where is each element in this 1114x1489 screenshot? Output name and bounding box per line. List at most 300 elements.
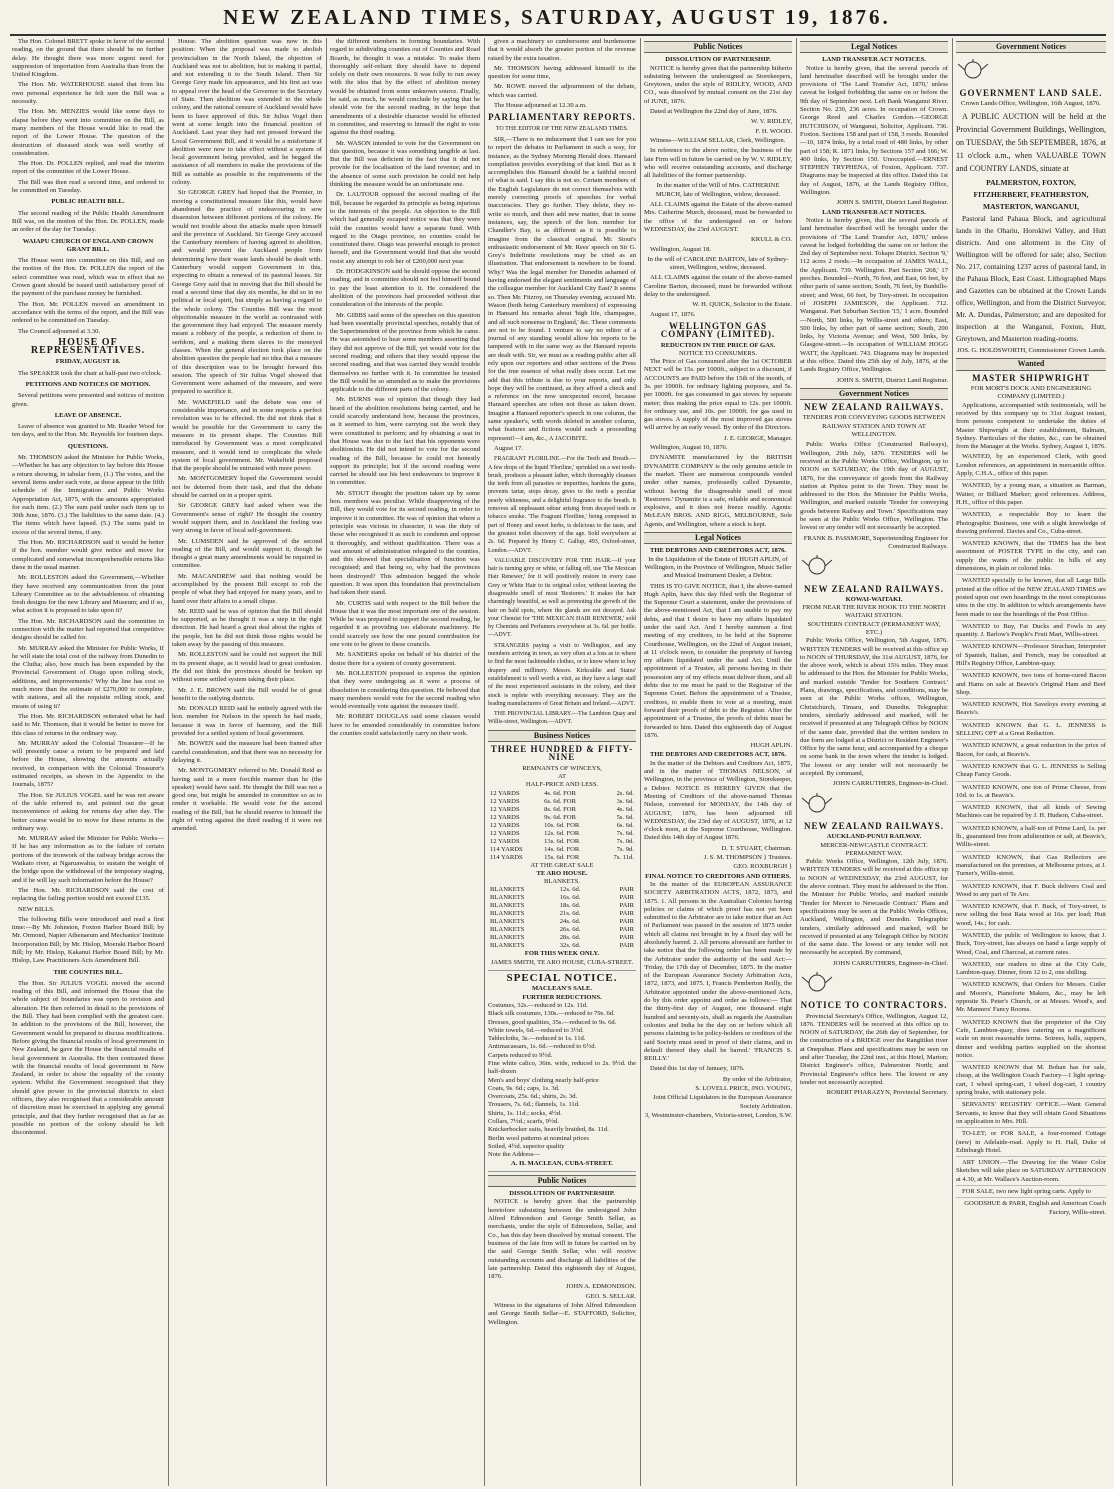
notice-text: Witness—WILLIAM SELLAR, Clerk, Wellington. [650, 136, 786, 144]
price-cell: PAIR [619, 894, 634, 902]
price-row [488, 790, 636, 798]
advert-line: AT [557, 772, 567, 780]
article-paragraph: Mr. LUMSDEN said he approved of the second reading of the Bill, and would support it, though he thought a great many amendments would be required in committee. [172, 537, 322, 570]
wanted-ads-list [956, 453, 1106, 1198]
notice-title: NEW ZEALAND RAILWAYS. [804, 820, 944, 831]
article-paragraph: Dr. HODGKINSON said he should oppose the second reading, and in committee should not feel himself bound to pay the least attention to it. He considered the abolition of the provinces had proceeded without due consideration of the interests of the people. [330, 268, 480, 309]
special-item: White towels, 6d.—reduced to 3½d. [488, 1026, 584, 1034]
notice-signer: W. H. QUICK, Solicitor to the Estate. [692, 301, 792, 309]
advert-paragraph: VALUABLE DISCOVERY FOR THE HAIR.—If your hair is turning grey or white, or falling off, use 'The Mexican Hair Renewer,' for it will positively restore in every case Grey or White Hair to its original color, without leaving the disagreeable smell of most 'Restorers.' It makes the hair charmingly beautiful, as well as promoting the growth of the hair on bald spots, where the glands are not decayed. Ask your Chemist for 'THE MEXICAN HAIR RENEWER,' sold by Chemists and Perfumers everywhere at 3s. 6d. per bottle.—ADVT. [488, 557, 636, 639]
place-name: FITZHERBERT, FEATHERSTON, [973, 190, 1089, 200]
advert-line: TE ARO HOUSE. [536, 869, 588, 877]
notice-text: ALL CLAIMS against the Estate of the above-named Mrs. Catherine Murch, deceased, must be forwarded to the office of the undersigned on or before WEDNESDAY, the 23rd AUGUST. [644, 201, 792, 233]
notice-subtitle: NOTICE TO CONSUMERS. [679, 349, 757, 357]
price-cell: 12 YARDS [490, 805, 520, 813]
subheading: LEAVE OF ABSENCE. [54, 411, 122, 419]
article-paragraph: The second reading of the Public Health Amendment Bill was, on the motion of the Hon. Dr. POLLEN, made an order of the day for Tuesday. [12, 209, 164, 234]
article-paragraph: The Council adjourned at 3.30. [18, 327, 101, 335]
article-paragraph: Mr. STOUT thought the position taken up by some hon. members was peculiar. While disapproving of the Bill, they would vote for its second reading, in order to improve it in committee. He was of opinion that where a principle was vicious in character, it was the duty of those who recognised it as such to condemn and oppose it thoroughly, and without qualification. There was a vast amount of administration relegated to the counties, and this showed that specialisation of function was recognised; and that being so, why had the provinces been destroyed? This admission begged the whole question. It was upon this foundation that provincialism had taken their stand. [330, 489, 480, 597]
special-item: Carpets reduced to 9½d. [488, 1051, 553, 1059]
special-item: Fine white calico, 36in. wide, reduced to 2s. 9½d. the half-dozen [488, 1059, 636, 1076]
price-cell: 6s. 6d. FOR [544, 797, 576, 805]
article-paragraph: The Hon. Sir JULIUS VOGEL said he was not aware of the table referred to, and pointed out the great inconvenience of asking for returns day after day. The better course would be to move for these returns in the ordinary way. [12, 791, 164, 832]
notice-subtitle: PERMANENT WAY. [845, 849, 903, 857]
price-cell: 13s. 6d. FOR [544, 837, 580, 845]
notice-text: In the matter of the Debtors and Creditors Act, 1875, and in the matter of THOMAS NELSON, of Wellington, in the province of Wellington, Storekeeper, a Debtor. NOTICE IS HEREBY GIVEN that the Meeting of Creditors of the above-named Thomas Nelson, convened for MONDAY, the 14th day of AUGUST, 1876, has been adjourned till WEDNESDAY, the 23rd day of AUGUST, 1876, at 12 o'clock noon, at the Supreme Courthouse, Wellington. Dated this 14th day of August 1876. [644, 759, 792, 842]
wanted-ad: SERVANTS' REGISTRY OFFICE.—Want General Servants, to know that they will obtain Good Situations on application to Mrs. Hill. [956, 1101, 1106, 1128]
section-banner: Public Notices [644, 41, 792, 53]
date-line: FRIDAY, AUGUST 18. [55, 358, 121, 366]
blanket-row [488, 894, 636, 902]
subheading: TO THE EDITOR OF THE NEW ZEALAND TIMES. [495, 125, 629, 132]
article-paragraph: The House went into committee on this Bill, and on the motion of the Hon. Dr. POLLEN the report of the select committee was read, which was in effect that no Crown grant should be issued until satisfactory proof of the payment of the purchase money be furnished. [12, 257, 164, 298]
price-cell: 6s. 6d. [616, 821, 634, 829]
section-banner: Legal Notices [800, 41, 948, 53]
notice-text: Public Works Office, Wellington, 5th August, 1876. WRITTEN TENDERS will be received at this office up to NOON of THURSDAY, the 31st AUGUST, 1876, for the above work, which is about 15¼ miles. They must be addressed to the Hon. the Minister for Public Works, and marked outside 'Tender for Southern Contract.' Plans, drawings, specifications, and conditions, may be seen at the Public Works offices, Wellington, Christchurch, Timaru, and Dunedin. Telegraphic tenders, similarly addressed and marked, will be received if presented at any Telegraph Office by NOON of the same date, provided that the written tenders in due form are lodged at a District or Resident Engineer's Office by the same hour, and accompanied by a cheque on some bank in the town where the tender is lodged. The lowest or any tender will not necessarily be accepted. By command, [800, 637, 948, 778]
price-cell: 28s. 6d. [559, 934, 581, 942]
notice-text: August 17, 1876. [650, 310, 696, 318]
notice-subtitle: In the Liquidation of the Estate of HUGH APLIN, of Wellington, in the Province of Wellington, Music Seller and Musical Instrument Dealer, a Debtor. [644, 555, 792, 580]
article-paragraph: Mr. MONTGOMERY referred to Mr. Donald Reid as having said in a more forcible manner than he (the speaker) would have said. He thought the Bill was not a good one, but might be amended in committee so as to render it workable. He would vote for the second reading of the Bill, but he should reserve to himself the right of voting against the third reading if it were not amended. [172, 767, 322, 833]
wanted-ad: WANTED KNOWN, one ton of Prime Cheese, from 10d. to 1s. at Beavis's. [956, 784, 1106, 803]
notice-text: Notice is hereby given, that the several parcels of land hereinafter described will be brought under the provisions of 'The Land Transfer Act, 1870,' unless caveat be lodged forbidding the same on or before the 2nd day of September next. Tokapo District. Section '9,' 112 acres 2 roods.—In occupation of JAMES WALL, the Applicant. 739. Wellington. Part Section '268,' 17 perches. Bounded—North, 76 feet, and East, 66 feet, by other parts of same section; South, 76 feet, by Bunhills-street; and West, 66 feet, by Tory-street. In occupation of JOSEPH JAMIESON, the Applicant. 712. Wanganui. Part Suburban Section '15,' 1 acre. Bounded—North, 500 links, by Willis-street and others; East, 500 links, by other part of same section; South, 200 links, by Victoria Avenue; and West, 500 links, by Glasgow-street.—In occupation of WILLIAM HOGG WATT, the Applicant. 743. Diagrams may be inspected at this office. Dated this 25th day of July, 1876, at the Lands Registry Office, Wellington. [800, 216, 948, 374]
notice-signer: GOODSHUE & PARR, English and American Coach Factory, Willis-street. [964, 1200, 1106, 1216]
special-item: Tablecloths, 3s.—reduced to 1s. 11d. [488, 1035, 586, 1043]
section-banner: Government Notices [956, 41, 1106, 53]
notice-text: NOTICE is hereby given that the partnership hitherto subsisting between the undersigned as Storekeepers, Greytown, under the style of RIDLEY, WOOD, AND CO., was dissolved by mutual consent on the 21st day of JUNE, 1876. [644, 64, 792, 105]
price-cell: PAIR [619, 942, 634, 950]
notice-subtitle: TENDERS FOR CONVEYING GOODS BETWEEN RAILWAY STATION AND TOWN AT WELLINGTON. [802, 414, 946, 439]
royal-crest-icon [800, 971, 834, 993]
notice-text: Public Works Office (Constructed Railways), Wellington, 29th July, 1876. TENDERS will be received at the Public Works Office, Wellington, up to NOON on SATURDAY, the 19th day of AUGUST, 1876, for the conveyance of goods from the Railway station at Pipitea point to the Town. They must be addressed to the Hon. the Minister for Public Works, Wellington, and marked outside 'Tender for conveying goods between Railway and Town.' Specifications may be seen at the Public Works Office, Wellington. The lowest or any tender will not necessarily be accepted. [800, 441, 948, 532]
price-cell: 12 YARDS [490, 829, 520, 837]
newspaper-title: NEW ZEALAND TIMES, SATURDAY, AUGUST 19, 1876. [223, 5, 891, 29]
price-row [488, 806, 636, 814]
notice-signer: ROBERT PHARAZYN, Provincial Secretary. [826, 1089, 948, 1097]
notice-subtitle: KOWAI-WAITAKI. [845, 595, 903, 603]
article-paragraph: The Bill was then read a second time, and ordered to be committed on Tuesday. [12, 178, 164, 195]
article-paragraph: Dr. LAUTOUR opposed the second reading of the Bill, because he regarded its principle as being injurious to the interests of the people. An objection to the Bill which had generally escaped notice was that they were told the counties would have a separate fund. With regard to the Otago province, no counties could be constituted there. Otago was powerful enough to protect herself, and the Government would find that she would resist any attempt to rob her of £200,000 next year. [330, 191, 480, 265]
advert-title: SPECIAL NOTICE. [506, 972, 618, 985]
article-paragraph: Mr. DONALD REID said he entirely agreed with the hon. member for Nelson in the speech he had made, because it was in favor of harmony, and the Bill provided for a settled system of local government. [172, 705, 322, 738]
article-paragraph: Mr. WASON intended to vote for the Government on this question, because it was something tangible at last. But the Bill was deficient in the fact that it did not provide for the localisation of the land revenue; and in the absence of some such provision he could not help thinking the measure would be an unfortunate one. [330, 139, 480, 189]
price-cell: 12s. 6d. [559, 886, 581, 894]
notice-signer: JOHN CARRUTHERS, Engineer-in-Chief. [833, 959, 948, 967]
blanket-row [488, 942, 636, 950]
notice-title: DISSOLUTION OF PARTNERSHIP. [665, 56, 771, 64]
column-divider [952, 38, 953, 1486]
article-paragraph: The Hon. Colonel BRETT spoke in favor of the second reading, on the ground that there should be no further delay. He thought there was more urgent need for suppression of importation from Australia than from the United Kingdom. [12, 38, 164, 79]
column-divider [640, 38, 641, 1486]
price-cell: 12s. 6d. FOR [544, 829, 580, 837]
special-item: Soiled, 4½d. superior quality [488, 1142, 565, 1150]
advert-signer: JAMES SMITH, TE ARO HOUSE, CUBA-STREET. [490, 958, 634, 966]
price-table [488, 790, 636, 862]
wanted-ad: WANTED KNOWN that G. L. JENNESS is Selling Cheap Fancy Goods. [956, 763, 1106, 782]
article-paragraph: Mr. MURRAY asked the Minister for Public Works—If he has any information as to the failure of certain portions of the ironwork of the railway bridge across the Waikato river, at Ngaruawahia, to sustain the weight of the bridge upon the withdrawal of the temporary staging, and if he will lay such information before the House? [12, 835, 164, 884]
special-item: Dresses, good qualities, 35s.—reduced to 9s. 6d. [488, 1018, 617, 1026]
advert-paragraph: FRAGRANT FLORILINE.—For the Teeth and Breath.—A few drops of the liquid 'Floriline,' sprinkled on a wet tooth-brush, produces a pleasant lather, which thoroughly cleanses the teeth from all parasites or impurities, hardens the gums, prevents tartar, stops decay, gives to the teeth a peculiar pearly whiteness, and a delightful fragrance to the breath. It removes all unpleasant odour arising from decayed teeth or tobacco smoke. 'The Fragrant Floriline,' being composed in part of Honey and sweet herbs, is delicious to the taste, and the greatest toilet discovery of the age. Sold everywhere at 2s. 6d. Prepared by Henry C. Gallup, 493, Oxford-street, London.—ADVT. [488, 456, 636, 554]
notice-signer: JOHN A. EDMONDSON. [566, 1283, 636, 1291]
place-name: PALMERSTON, FOXTON, [986, 178, 1076, 188]
notice-text: The Price of Gas consumed after the 1st OCTOBER NEXT will be 15s. per 1000ft., subject to a discount, if ACCOUNTS are PAID before the 15th of the month, of 3s. per 1000ft. for ordinary lighting purposes, and 5s. per 1000ft. for gas consumed in gas stoves by separate meter; thus making the price equal to 12s. per 1000ft. for ordinary use, and 10s. per 1000ft. for gas used in gas stoves. A supply of the most improved gas stoves will arrive by an early vessel. By order of the Directors. [644, 358, 792, 432]
special-item: Collars, 7½d.; scarfs, 9½d. [488, 1118, 559, 1126]
wanted-ad: ART UNION.—The Drawing for the Water Color Sketches will take place on SATURDAY AFTERNOON at 4.30, at Mr. Wallace's Auction-room. [956, 1159, 1106, 1186]
article-paragraph: Mr. CURTIS said with respect to the Bill before the House that it was the most important one of the session. While he was prepared to support the second reading, he regarded it as providing too elaborate machinery. He could scarcely see how the one pound contribution for one vote to be given to these councils. [330, 599, 480, 649]
wanted-ad: FOR SALE, two new light spring carts. Apply to [956, 1188, 1106, 1198]
section-heading: PARLIAMENTARY REPORTS. [488, 112, 636, 123]
wanted-ad: WANTED KNOWN that the proprietor of the City Cafe, Lambton-quay, does catering on a magnificent scale on most reasonable terms. Soirees, balls, suppers, dinner and wedding parties supplied on the shortest notice. [956, 1019, 1106, 1062]
price-cell: 32s. 6d. [559, 942, 581, 950]
price-cell: 12 YARDS [490, 821, 520, 829]
subheading: THE COUNTIES BILL. [53, 968, 123, 976]
price-cell: 16s. 6d. [559, 894, 581, 902]
column-4 [488, 38, 636, 1486]
price-cell: BLANKETS [490, 910, 525, 918]
column-divider [168, 38, 169, 1486]
article-paragraph: The Hon. Mr. POLLEN moved an amendment in accordance with the terms of the report, and the Bill was ordered to be committed on Tuesday. [12, 300, 164, 325]
article-paragraph: Sir GEORGE GREY had asked where was the Government's sense of right? He thought the country would support them, and in Auckland the feeling was very strong in favor of local self-government. [172, 502, 322, 535]
special-item: Coats, 9s. 6d.; caps, 1s. 3d. [488, 1084, 560, 1092]
special-notice-advert [488, 974, 636, 1172]
section-banner: Wanted [956, 358, 1106, 370]
notice-text: Notice is hereby given, that the several parcels of land hereinafter described will be brought under the provisions of 'The Land Transfer Act, 1870,' unless caveat be lodged forbidding the same on or before the 9th day of September next. Left Bank Wanganui River. Section No. 230, 236 acres. In occupation of Crown. George Reed and Charles Gordon.—GEORGE HUTCHISON, of Wanganui, Solicitor, Applicant. 736. Foxton. Sections 158 and part of 158, 3 roods. Rounded—10, 1874 links, by a total road of 480 links, by other part of 158; R. 1871 links, by Sections 157 and 166; W. 400 links, by Section 150. Unoccupied.—ERNEST STEPHEN TRYPHENA, of Foxton, Applicant. 737. Diagrams may be inspected at this office. Dated this 1st day of August, 1876, at the Lands Registry Office, Wellington. [800, 64, 948, 197]
notice-subtitle: Crown Lands Office, Wellington, 16th August, 1876. [961, 99, 1101, 107]
subheading: QUESTIONS. [67, 442, 109, 450]
article-paragraph: The Hon. Mr. WATERHOUSE stated that from his own personal experience he felt sure the Bill was a necessity. [12, 81, 164, 106]
section-heading: HOUSE OF REPRESENTATIVES. [30, 336, 146, 357]
price-cell: 2s. 6d. [616, 789, 634, 797]
notice-subtitle: SOUTHERN CONTRACT (PERMANENT WAY, ETC.) [807, 620, 941, 636]
column-3 [330, 38, 480, 1486]
article-paragraph: Leave of absence was granted to Mr. Reader Wood for ten days, and to the Hon. Mr. Reynolds for fourteen days. [12, 423, 164, 439]
notice-signer: GEO. S. SELLAR. [585, 1292, 636, 1300]
notice-text: Public Works Office, Wellington, 12th July, 1876. WRITTEN TENDERS will be received at this office up to NOON of WEDNESDAY, the 23rd AUGUST, for the above contract. They must be addressed to the Hon. the Minister for Public Works, and marked outside 'Tender for Mercer to Newcastle Contract.' Plans and specifications may be seen at the Public Works Offices, Auckland, Wellington, and Dunedin. Telegraphic tenders, similarly addressed and marked, will be received if presented at any Telegraph Office by NOON of the same date. The lowest or any tender will not necessarily be accepted. By command, [800, 858, 948, 957]
special-item: Berlin wool patterns at nominal prices [488, 1134, 589, 1142]
special-item: Trousers, 7s. 6d.; flannels, 1s. 11d. [488, 1101, 580, 1109]
article-paragraph: NEW BILLS. [18, 905, 55, 913]
wanted-ad: WANTED KNOWN, that all kinds of Sewing Machines can be repaired by J. H. Hudson, Cuba-street. [956, 804, 1106, 823]
price-cell: 114 YARDS [490, 845, 523, 853]
notice-subtitle: MERCER-NEWCASTLE CONTRACT. [820, 841, 928, 849]
masthead [0, 0, 1114, 34]
article-paragraph: The House adjourned at 12.30 a.m. [494, 102, 587, 110]
article-paragraph: Mr. MONTGOMERY hoped the Government would not be deterred from their task, and that the debate should be carried on in a proper spirit. [172, 475, 322, 500]
notice-signer: GEO. ROXBURGH } [733, 863, 792, 871]
advert-title: THREE HUNDRED & FIFTY-NINE [490, 744, 634, 763]
article-paragraph: Mr. MURRAY asked the Minister for Public Works, If he will state the total cost of the railway from Dunedin to the Clutha; also, how much has been expended by the Provincial Government of Otago upon rolling stock, additions, and improvements? Why the line has cost so much more than the estimate of £270,000 to complete, with stations, and all the requisite rolling stock, and means of using it? [12, 644, 164, 710]
price-cell: PAIR [619, 886, 634, 894]
article-paragraph: the different members in forming boundaries. With regard to subdividing counties out of Counties and Road Boards, he thought it was a mistake. To make them thoroughly self-reliant they should have to depend solely on their own resources. It was folly to run away with the idea that by the effect of abolition money would be obtained from some unknown source. Finally, he said, as much, he would conclude by saying that he should vote for the second reading, in the hope that amendments of a desirable character would be effected in committee, and reserving to himself the right to vote against the third reading. [330, 38, 480, 137]
notice-signer: JOHN S. SMITH, District Land Registrar. [836, 376, 948, 384]
price-cell: 10s. 6d. FOR [544, 821, 580, 829]
advert-paragraph: THE PROVINCIAL LIBRARY.—The Lambton Quay and Willis-street, Wellington.—ADVT. [488, 711, 636, 726]
price-cell: 5s. 6d. [616, 813, 634, 821]
blanket-row [488, 910, 636, 918]
price-cell: 4s. 6d. [616, 805, 634, 813]
price-cell: 24s. 6d. [559, 918, 581, 926]
advert-line: FURTHER REDUCTIONS. [522, 993, 602, 1001]
wanted-ad: WANTED KNOWN, that F. Buck delivers Coal and Wood to any part of Te Aro. [956, 883, 1106, 902]
notice-title: In the matter of the Will of Mrs. CATHERINE MURCH, late of Wellington, widow, deceased. [655, 182, 781, 198]
article-paragraph: Several petitions were presented and notices of motion given. [12, 392, 164, 408]
article-paragraph: Mr. MURRAY asked the Colonial Treasurer—If he will presently cause a return to be prepared and laid before the House, showing the amounts actually received, in comparison with the Colonial Treasurer's estimated receipts, as shown in the Appendix to the Journals, 1875? [12, 739, 164, 789]
wanted-ad: WANTED KNOWN, two tons of home-cured Bacon and Hams on sale at Beavis's Original Ham and Beef Shop. [956, 672, 1106, 699]
wanted-ad: WANTED KNOWN, that Orders for Messrs. Cutler and Moore's, Pianoforte Makers, &c., may be left opposite St. Peter's Church, or at Messrs. Wood's, and Mr. Manners' Fancy Rooms. [956, 981, 1106, 1016]
notice-text: Dated this 1st day of January, 1876. [650, 1065, 745, 1073]
subheading: WAIAPU CHURCH OF ENGLAND CROWN GRANT BILL. [22, 237, 154, 253]
price-row [488, 846, 636, 854]
advert-line: HALF-PRICE AND LESS. [525, 781, 599, 789]
notice-text: In the matter of the EUROPEAN ASSURANCE SOCIETY ARBITRATION ACTS, 1872, 1873, and 1875. 1. All persons in the Australian Colonies having policies or claims of which proof has not yet been submitted to the Arbitrator are to take notice that an Act of Parliament was passed in the session of 1875 under which all claims not brought in by a fixed day will be absolutely barred. 2. All persons aforesaid are further to take notice that the following order has been made by the Arbitrator under the authority of the said Act:— 'Friday, the 17th day of December, 1875. In the matter of the European Assurance Society Arbitration Acts, 1872, 1873, and 1875. I, Francis Pemberton Reilly, the Arbitrator appointed under the above-mentioned Acts, do by this order appoint and order as follows:— That the thirty-first day of August, one thousand eight hundred and seventy-six, shall as regards the Australian colonies and India be the day on or before which all persons claiming to be policy-holders or creditors of the said Society must send in proof of their claims, and in default thereof they shall be barred.' 'FRANCIS S. REILLY.' [644, 880, 792, 1063]
article-paragraph: The Hon. Dr. POLLEN replied, and read the interim report of the committee of the Lower House. [12, 160, 164, 176]
wanted-ad: WANTED KNOWN, a half-ton of Prime Lard, 1s. per lb., guaranteed free from adulteration or salt, at Beavis's, Willis-street. [956, 825, 1106, 852]
column-2 [172, 38, 322, 1486]
special-item: Shirts, 1s. 11d.; socks, 4½d. [488, 1109, 562, 1117]
subheading: PETITIONS AND NOTICES OF MOTION. [25, 380, 151, 388]
price-row [488, 798, 636, 806]
price-cell: 14s. 6d. FOR [544, 845, 580, 853]
blanket-row [488, 934, 636, 942]
price-cell: PAIR [619, 902, 634, 910]
price-row [488, 830, 636, 838]
column-1 [12, 38, 164, 1486]
article-paragraph: Mr. ROLLESTON proposed to express the opinion that they were undergoing as it were a process of dissolution in considering this question. He believed that many members would vote for the second reading who would eventually vote against the measure itself. [330, 669, 480, 711]
article-paragraph: The Hon. Mr. RICHARDSON reiterated what he had said to Mr. Thomson, that it would be better to move for this class of returns in the ordinary way. [12, 712, 164, 737]
notice-signer: Joint Official Liquidators in the European Assurance Society Arbitration. [652, 1094, 792, 1110]
article-paragraph: Mr. BOWEN said the measure had been framed after careful consideration, and that there was no necessity for delaying it. [172, 740, 322, 764]
article-paragraph: The Hon. Mr. MENZIES would like some days to elapse before they went into committee on the Bill, as many members of the House would like to read the report of the Lower House. The question of the destruction of diseased stock was well worthy of consideration. [12, 108, 164, 157]
price-cell: 8s. 6d. FOR [544, 805, 576, 813]
notice-signer: FRANK B. PASSMORE, Superintending Engineer for Constructed Railways. [803, 534, 948, 550]
notice-text: Dated at Wellington the 22nd day of June, 1876. [650, 108, 778, 116]
column-divider [326, 38, 327, 1486]
advert-line: FOR THIS WEEK ONLY. [524, 950, 600, 958]
wanted-ad: WANTED KNOWN that M. Bohan has for sale, cheap, at the Wellington Coach Factory—1 light spring-cart, 1 wheel spring-cart, 1 wheel dog-cart, 1 country spring brake, with stationary pole. [956, 1064, 1106, 1099]
notice-title: WELLINGTON GAS COMPANY (LIMITED). [660, 320, 776, 340]
price-cell: 114 YARDS [490, 853, 523, 861]
royal-crest-icon [800, 792, 834, 814]
notice-text: Pastoral land Pahaua Block, and agricultural lands in the Ohariu, Horokiwi Valley, and Hutt districts. And one allotment in the City of Wellington will be offered for sale; also, Section No. 217, containing 1237 acres of pastoral land, in the Pahaua Block, East Coast. Lithographed Maps and Gazettes can be obtained at the Crown Lands office, Wellington, and from the District Surveyor, Mr. A. Dundas, Palmerston; and are deposited for inspection at the Wanganui, Foxton, Hutt, Greytown, and Masterton reading-rooms. [956, 214, 1106, 344]
wanted-ad: WANTED KNOWN, Hot Saveloys every evening at Beavis's. [956, 701, 1106, 720]
article-paragraph: Mr. ROLLESTON asked the Government,—Whether they have received any communication from the joint Library Committee as to the advisableness of obtaining fresh designs for the new Library and Museum; and if so, what action it is proposed to take upon it? [12, 574, 164, 615]
price-row [488, 838, 636, 846]
special-item: Knickerbocker suits, heavily braided, 8s. 11d. [488, 1126, 609, 1134]
advert-line: MACLEAN'S SALE. [531, 985, 593, 993]
advert-paragraph: STRANGERS paying a visit to Wellington, and any members arriving in town, as very often at a loss as to where to find the most fashionable clothes, or to know where to buy drapery and millinery. Messrs. Kirkcaldie and Stains' establishment is well worth a visit, as they have a large staff of the most experienced assistants in the colony, and their stock is replete with everything necessary. They are the leading manufacturers of Great Britain and Ireland.—ADVT. [488, 642, 636, 707]
price-cell: 15s. 6d. FOR [544, 853, 580, 861]
column-7 [956, 38, 1106, 1486]
price-cell: BLANKETS [490, 926, 525, 934]
price-row [488, 822, 636, 830]
notice-text: NOTICE is hereby given that the partnership heretofore subsisting between the undersigned John Alfred Edmondson and George Smith Sellar, as merchants, under the style of Edmondson, Sellar, and Co., has this day been dissolved by mutual consent. The business of the late firm will in future be carried on by the said George Smith Sellar, who will receive outstanding accounts and discharge all liabilities of the late partnership. Dated this eighteenth day of August, 1876. [488, 1198, 636, 1281]
wanted-ad: WANTED to Buy, Fat Ducks and Fowls in any quantity. J. Barlow's People's Fruit Mart, Willis-street. [956, 623, 1106, 642]
notice-title: GOVERNMENT LAND SALE. [959, 87, 1103, 98]
blanket-row [488, 918, 636, 926]
article-paragraph: Mr. ROBERT DOUGLAS said some clauses would have to be amended considerably in committee before the counties could satisfactorily carry on their work. [330, 713, 480, 738]
section-banner: Public Notices [488, 1175, 636, 1187]
special-item: Antimacassars, 1s. 6d.—reduced to 6½d. [488, 1043, 597, 1051]
article-paragraph: Mr. SANDERS spoke on behalf of his district of the desire there for a system of county government. [330, 651, 480, 667]
section-banner: Business Notices [488, 730, 636, 742]
price-cell: BLANKETS [490, 886, 525, 894]
price-cell: BLANKETS [490, 934, 525, 942]
price-row [488, 854, 636, 862]
remnants-advert [488, 745, 636, 971]
notice-text: In reference to the above notice, the business of the late Firm will in future be carried on by W. V. RIDLEY, who will receive outstanding accounts, and discharge all liabilities of the former partnership. [644, 147, 792, 180]
wanted-ad: WANTED, a respectable Boy to learn the Photographic Business, one with a slight knowledge of drawing preferred. Davies and Co., Cuba-street. [956, 511, 1106, 538]
notice-text: Provincial Secretary's Office, Wellington, August 12, 1876. TENDERS will be received at this office up to NOON of SATURDAY, the 26th day of September, for the construction of a BRIDGE over the Rangitikei river at Onepuhue. Plans and specifications may be seen on and after Tuesday, the 22nd inst., at this Hotel, Marton; District Engineer's office, Palmerston North; and Provincial Engineer's office here. The lowest or any tender not necessarily accepted. [800, 1012, 948, 1086]
notice-signer: F. H. WOOD. [755, 127, 792, 135]
notice-subtitle: FROM NEAR THE RIVER HOOK TO THE NORTH WAITAKI STATION. [802, 604, 946, 620]
special-item: Costumes, 32s.—reduced to 12s. 11d. [488, 1001, 588, 1009]
notice-title: In the will of CAROLINE BARTON, late of Sydney-street, Wellington, widow, deceased. [647, 255, 789, 272]
article-paragraph: The Hon. Mr. RICHARDSON said the committee in connection with the matter had reported that competitive designs should be called for. [12, 617, 164, 642]
notice-title: THE DEBTORS AND CREDITORS ACT, 1876. [649, 547, 787, 555]
price-cell: 12 YARDS [490, 789, 520, 797]
notice-subtitle: FOR MORT'S DOCK AND ENGINEERING COMPANY (LIMITED.) [970, 385, 1092, 401]
notice-text: THIS IS TO GIVE NOTICE, that I, the above-named Hugh Aplin, have this day filed with the Registrar of the Supreme Court a statement, under the provisions of the above-mentioned Act, that I am unable to pay my debts, and that I desire to have my affairs liquidated under the said Act. And I hereby summon a first meeting of my creditors, to be held at the Supreme Courthouse, Wellington, on the 22nd of August instant, at 11 o'clock noon, to consider the propriety of having my affairs liquidated under the said Act. Until the appointment of a Trustee, all persons having in their possession any of my effects must deliver them, and all debts due to me must be paid to the Registrar of the Supreme Court. Before the appointment of a Trustee, creditors, to enable them to vote at a meeting, must forward their proofs of debt to the Registrar. After the appointment of a Trustee, the proofs of debts must be forwarded to him. Dated this eighteenth day of August 1876. [644, 582, 792, 739]
article-paragraph: Mr. J. E. BROWN said the Bill would be of great benefit to the outlying districts. [172, 686, 322, 702]
article-paragraph: given a machinery so cumbersome and burdensome that it would absorb the greater portion of the revenue raised by the extra taxation. [488, 38, 636, 62]
notice-title: THE DEBTORS AND CREDITORS ACT, 1876. [649, 751, 787, 759]
notice-title: DISSOLUTION OF PARTNERSHIP. [509, 1190, 615, 1198]
blanket-table [488, 886, 636, 950]
notice-title: NOTICE TO CONTRACTORS. [800, 1000, 948, 1011]
price-cell: 12 YARDS [490, 797, 520, 805]
column-5 [644, 38, 792, 1486]
column-6 [800, 38, 948, 1486]
article-paragraph: Mr. THOMSON asked the Minister for Public Works,—Whether he has any objection to lay before this House a return showing, in tabular form, (1.) The votes, and the several items under each vote, as these appear in the fifth schedule of the Immigration and Public Works Appropriation Act, 1875, with the amounts appropriated for each item. (2.) The sum paid under each item up to 30th June, 1876. (3.) The liabilities to the same date. (4.) The items which have lapsed. (5.) The sums paid in excess of the several items, if any. [12, 454, 164, 536]
column-divider [796, 38, 797, 1486]
notice-title: NEW ZEALAND RAILWAYS. [804, 402, 944, 413]
price-cell: 7s. 11d. [613, 853, 634, 861]
notice-signer: J. E. GEORGE, Manager. [724, 434, 792, 442]
special-item: Overcoats, 25s. 6d.; shirts, 2s. 3d. [488, 1093, 578, 1101]
special-item: Men's and boys' clothing nearly half-price [488, 1076, 599, 1084]
price-row [488, 814, 636, 822]
column-divider [484, 38, 485, 1486]
special-item: Black silk costumes, 130s.—reduced to 79s. 6d. [488, 1010, 615, 1018]
advert-line: REMNANTS OF WINCEYS, [522, 764, 602, 772]
price-cell: BLANKETS [490, 902, 525, 910]
notice-title: LAND TRANSFER ACT NOTICES. [822, 208, 926, 216]
article-paragraph: The following Bills were introduced and read a first time:—By Mr. Johnston, Foxton Harbor Board Bill; by Mr. Ormond, Napier Athenaeum and Mechanics' Institute Incorporation Bill; by Mr. Hislop, Moeraki Harbor Board Bill; by Mr. Hislop, Kakanui Harbor Board Bill; by Mr. Hislop, Law Practitioners Acts Amendment Bill. [12, 915, 164, 965]
article-paragraph: Mr. THOMSON having addressed himself to the question for some time, [488, 64, 636, 81]
article-paragraph: Mr. REID said he was of opinion that the Bill should be supported, as he thought it was a step in the right direction. He had heard a great deal about the rights of the people, but he did not think those rights would be taken away by the passing of this measure. [172, 607, 322, 649]
price-cell: 12 YARDS [490, 813, 520, 821]
letter-paragraph: SIR,—There is no inducement that I can see for you to report the debates in Parliament in such a way, for instance, as the Sydney Morning Herald does. Hansard compilation provides everything of that kind. But as it accomplishes this Hansard should be a faithful record of what is said. I say this is not so. Certain members of the English Legislature do not correct themselves with merely correcting proofs of speeches for verbal inaccuracies. They go further. They delete, they re-write so much, and then add new matter, that in some instances, say, the speech of the hon. member for Chandler's Bay, is as different as it is possible to imagine from the classical original. Mr. Stout's enthusiastic endorsement of Mr. Rees' speech on Sir G. Grey's Indefinite resolutions may be cited as an illustration. That endorsement is nowhere to be found. Why? Was the legal member for Dunedin ashamed of having endorsed the elegant sentiments and language of the colleague member for Auckland City East? It seems so. Then Mr. Fitzroy, on Thursday evening, accused Mr. Wason (both being Canterbury members) of expressing in Hansard his remarks about 'high life, champagne, and all such nonsense in England,' &c. These comments are not to be found. I venture to say no editor of a journal of any standing would allow his reports to be tampered with in the same way as the Hansard reports are dealt with. Sir, we must as a reading public after all rely upon our reporters and other sections of the Press for the true essence of what really does occur. Let me add that this tribute is due to your reports, and only hope they will be continued, as they afford a check and a reference on the now unexpected record, because Hansard speeches are often not those as taken down. Imagine a Hansard reporter's speech in one column, the same speaker's, with words deleted in another column, what features and fictions would such a proceeding represent!—I am, &c., A JACOBITE. [488, 135, 636, 442]
notice-signer: By order of the Arbitrator, [722, 1075, 792, 1083]
price-cell: 26s. 6d. [559, 926, 581, 934]
wanted-ad: WANTED KNOWN, that Gas Reflectors are manufactured on the premises, at Melbourne prices, at J. Turner's, Willis-street. [956, 854, 1106, 881]
royal-crest-icon [956, 58, 990, 80]
article-paragraph: Mr. ROLLESTON said he could not support the Bill in its present shape, as it would lead to great confusion. He did not think the provinces should be broken up without some settled system taking their place. [172, 651, 322, 684]
section-banner: Government Notices [800, 388, 948, 400]
special-items-list [488, 1002, 636, 1160]
notice-text: ALL CLAIMS against the estate of the above-named Caroline Barton, deceased, must be forwarded without delay to the undersigned. [644, 274, 792, 299]
price-cell: 7s. 6d. [616, 829, 634, 837]
article-paragraph: Mr. GIBBS said some of the speeches on this question had been essentially provincial speeches, notably that of the Superintendent of the province from which he came. He was astonished to hear some members asserting that they did not approve of the Bill, yet would vote for the second reading; and others that they would oppose the second reading, and that was carried they would trouble themselves no further with it. In committee he trusted the Bill would be so amended as to make the provisions applicable to the different parts of the colony. [330, 311, 480, 394]
wanted-ad: WANTED, by an experienced Clerk, with good London references, an appointment in mercantile office. Apply, C.H.A., office of this paper. [956, 453, 1106, 480]
wanted-ad: WANTED KNOWN that G. L. JENNESS is SELLING OFF at a Great Reduction. [956, 722, 1106, 741]
notice-signer: W. V. RIDLEY, [751, 118, 792, 126]
article-paragraph: The Hon. Mr. RICHARDSON said the cost of replacing the failing portion would not exceed £135. [12, 886, 164, 903]
article-paragraph: House. The abolition question was now in this position: When the proposal was made to abolish provincialism in the North Island, the objection of Auckland was not to abolition, but to making it partial, and not extending it to the South Island. Then Sir George Grey made his appearance, and his first act was to appeal over the head of the Governor to the Secretary of State. Then abolition was extended to the whole colony, and the rational censure of Auckland would have been to have approved of this. Sir Julius Vogel then went at some length into the financial position of Auckland. Last year they had not pressed forward the Local Government Bill, and it would be a misfortune if abolition were now to take effect without a system of local government being provided, and he begged the assistance of all members to make the provisions of the Bill as suitable as possible to the requirements of the colony. [172, 38, 322, 187]
wanted-ad: WANTED KNOWN, that the TIMES has the best assortment of POSTER TYPE in the city, and can supply the wants of the public in bills of any dimensions, in plain or colored inks. [956, 540, 1106, 575]
price-cell: BLANKETS [490, 894, 525, 902]
article-paragraph: Mr. ROWE moved the adjournment of the debate, which was carried. [488, 83, 636, 99]
article-paragraph: Mr. BURNS was of opinion that though they had heard of the abolition resolutions being carried, and he could scarcely understand how, because the provinces, as it seemed to him, were carrying out the work they were constituted to perform; and by obtaining a seat in that House was due to the fact that his opponents were abolitionists. He did not intend to vote for the second reading of the Bill, because he could not honestly support its principle; but if the second reading were carried he should use his best endeavours to improve it in committee. [330, 396, 480, 487]
price-cell: PAIR [619, 910, 634, 918]
royal-crest-icon [800, 554, 834, 576]
price-cell: PAIR [619, 934, 634, 942]
notice-text: A PUBLIC AUCTION will be held at the Provincial Government Buildings, Wellington, on TUESDAY, the 5th SEPTEMBER, 1876, at 11 o'clock a.m., when VALUABLE TOWN and COUNTRY LANDS, situate at [956, 112, 1106, 174]
notice-signer: KRULL & CO. [751, 236, 792, 244]
notice-signer: S. LOVELL PRICE, JNO. YOUNG, [695, 1085, 792, 1093]
price-cell: 4s. 6d. FOR [544, 789, 576, 797]
special-item: Note the Address— [488, 1151, 541, 1159]
price-cell: 18s. 6d. [559, 902, 581, 910]
notice-signer: HUGH APLIN. [750, 742, 792, 750]
notice-title: NEW ZEALAND RAILWAYS. [804, 583, 944, 594]
price-cell: PAIR [619, 926, 634, 934]
article-paragraph: Mr. WAKEFIELD said the debate was one of considerable importance, and in some respects a perfect revolution was to be effected. He did not think that it would be possible for the Government to carry the measure in its present shape. The Counties Bill introduced by Government was a most complicated measure, and it would tend to complicate the whole system of local government. Mr. Wakefield proposed that the people should be entrusted with more power. [172, 398, 322, 473]
advert-line: BLANKETS. [543, 878, 581, 886]
advert-line: AT THE GREAT SALE [530, 861, 594, 869]
notice-title: FINAL NOTICE TO CREDITORS AND OTHERS. [645, 872, 791, 880]
blanket-row [488, 902, 636, 910]
article-paragraph: Mr. MACANDREW said that nothing would be accomplished by the present Bill except to rob the people of what they had enjoyed for many years, and to hand over their affairs to a small clique. [172, 572, 322, 605]
price-cell: 21s. 6d. [559, 910, 581, 918]
notice-title: MASTER SHIPWRIGHT [972, 372, 1090, 383]
notice-signer: 3, Westminster-chambers, Victoria-street, London, S.W. [644, 1111, 792, 1119]
notice-signer: JOHN CARRUTHERS, Engineer-in-Chief. [833, 780, 948, 788]
wanted-ad: WANTED specially to be known, that all Large Bills printed at the office of the NEW ZEALAND TIMES are posted upon our own hoardings in the most conspicuous sites in the city. In addition to which arrangements have been made to use the hoardings of the Post Office. [956, 577, 1106, 620]
advert-signer: A. H. MACLEAN, CUBA-STREET. [511, 1159, 613, 1167]
notice-signer: JOS. G. HOLDSWORTH, Commissioner Crown Lands. [957, 347, 1106, 355]
notice-text: Witness to the signatures of John Alfred Edmondson and George Smith Sellar—E. STAFFORD, Solicitor, Wellington. [488, 1302, 636, 1326]
price-cell: 9s. 6d. FOR [544, 813, 576, 821]
blanket-row [488, 886, 636, 894]
wanted-ad: WANTED KNOWN—Professor Strachan, Interpreter of Spanish, Italian, and French, may be consulted at Hill's Registry Office, Lambton-quay. [956, 643, 1106, 670]
notice-text: Applications, accompanied with testimonials, will be received by this company up to 31st August instant, from persons competent to undertake the duties of Master Shipwright at their establishment, Balmain, Sydney. Particulars of the duties, &c., can be obtained from the Manager at the Works. Sydney, August 1, 1876. [956, 401, 1106, 451]
price-cell: BLANKETS [490, 918, 525, 926]
place-name: MASTERTON, WANGANUI, [983, 202, 1079, 212]
notice-title: LAND TRANSFER ACT NOTICES. [822, 56, 926, 64]
wanted-ad: WANTED KNOWN, that F. Buck, of Tory-street, is now selling the best Rata wood at 16s. per load; Hutt wood, 14s.; for cash. [956, 903, 1106, 930]
notice-text: Wellington, August 10, 1876. [650, 444, 728, 452]
article-paragraph: Sir GEORGE GREY had hoped that the Premier, in moving a constitutional measure like this, would have abandoned the practice of endeavouring to sow dissension between different portions of the colony. He would not trouble about the attacks made upon himself and the province of Auckland. Sir George Grey accused the Canterbury members of having agreed to abolition, and would prevent the Auckland people from determining how their waste lands should be dealt with. Canterbury would support Government in this, expecting to obtain a renewal of its pastoral leases. Sir George Grey said that in moving that the Bill should be read a second time that day six months, he did so in no political or local spirit, but simply as having a regard to the whole colony. The Counties Bill was the most objectionable measure in the world as contrasted with the government they had enjoyed. The measure merely meant a robbery of the people, a reduction of them to serfdom, and a making them slaves to the moneyed classes. When the general election took place on the abolition question the people had no idea that a measure of this description was to be brought forward this session. The speech of Sir Julius Vogel showed that Government were ashamed of the measure, and were prepared to sacrifice it. [172, 189, 322, 396]
wanted-ad: WANTED, the public of Wellington to know, that J. Buck, Tory-street, has always on hand a large supply of Wood, Coal, and Charcoal, at current rates. [956, 932, 1106, 959]
wanted-ad: WANTED, by a young man, a situation as Barman, Waiter, or Billiard Marker; good references. Address, H.H., office of this paper. [956, 482, 1106, 509]
wanted-ad: TO-LET; or FOR SALE, a four-roomed Cottage (new) in Adelaide-road. Apply to H. Hall, Duke of Edinburgh Hotel. [956, 1130, 1106, 1157]
article-paragraph: The Hon. Sir JULIUS VOGEL moved the second reading of this Bill, and informed the House that the whole subject of boundaries was open to revision and alteration. He then referred in detail to the provisions of the Bill. They had been complied with the greatest care. In addition to the provisions of the Bill, however, the Government would be prepared to discuss modifications. Before giving the financial results of local government in New Zealand, he gave the House the financial results of local government in Australia. He then contrasted these with the financial results of local government in New Zealand, in order to show the equality of the county system. Whilst the Government recognised that they should give power to the provincial districts to elect officers, they also recognised that a considerable amount of discretion must be exercised in applying any general principle, and that they further recognised that as far as possible no portion of the colony should be left discontented. [12, 979, 164, 1137]
blanket-row [488, 926, 636, 934]
masthead-rule [10, 34, 1106, 36]
notice-text: Wellington, August 18. [650, 245, 712, 253]
section-banner: Legal Notices [644, 532, 792, 544]
price-cell: 3s. 6d. [616, 797, 634, 805]
wanted-ad: WANTED KNOWN, a great reduction in the price of Bacon, for cash, at Beavis's. [956, 742, 1106, 761]
price-cell: 7s. 0d. [616, 837, 634, 845]
notice-text: DYNAMITE manufactured by the BRITISH DYNAMITE COMPANY is the only genuine article in the market. There are numerous compounds vended under other names, professedly called Dynamite, without having the disagreeable smell of most 'Restorers.' Dynamite is a safe, reliable and economical explosive, and it does not freeze readily. Agents: McLEAN BROS. AND RIGG, MELBOURNE, Sole Agents, and Wellington, where a stock is kept. [644, 454, 792, 528]
notice-signer: J. S. M. THOMPSON } Trustees. [703, 854, 792, 862]
notice-signer: JOHN S. SMITH, District Land Registrar. [836, 199, 948, 207]
price-cell: PAIR [619, 918, 634, 926]
notice-signer: D. T. STUART, Chairman. [721, 844, 792, 852]
article-paragraph: The SPEAKER took the chair at half-past two o'clock. [18, 369, 162, 377]
